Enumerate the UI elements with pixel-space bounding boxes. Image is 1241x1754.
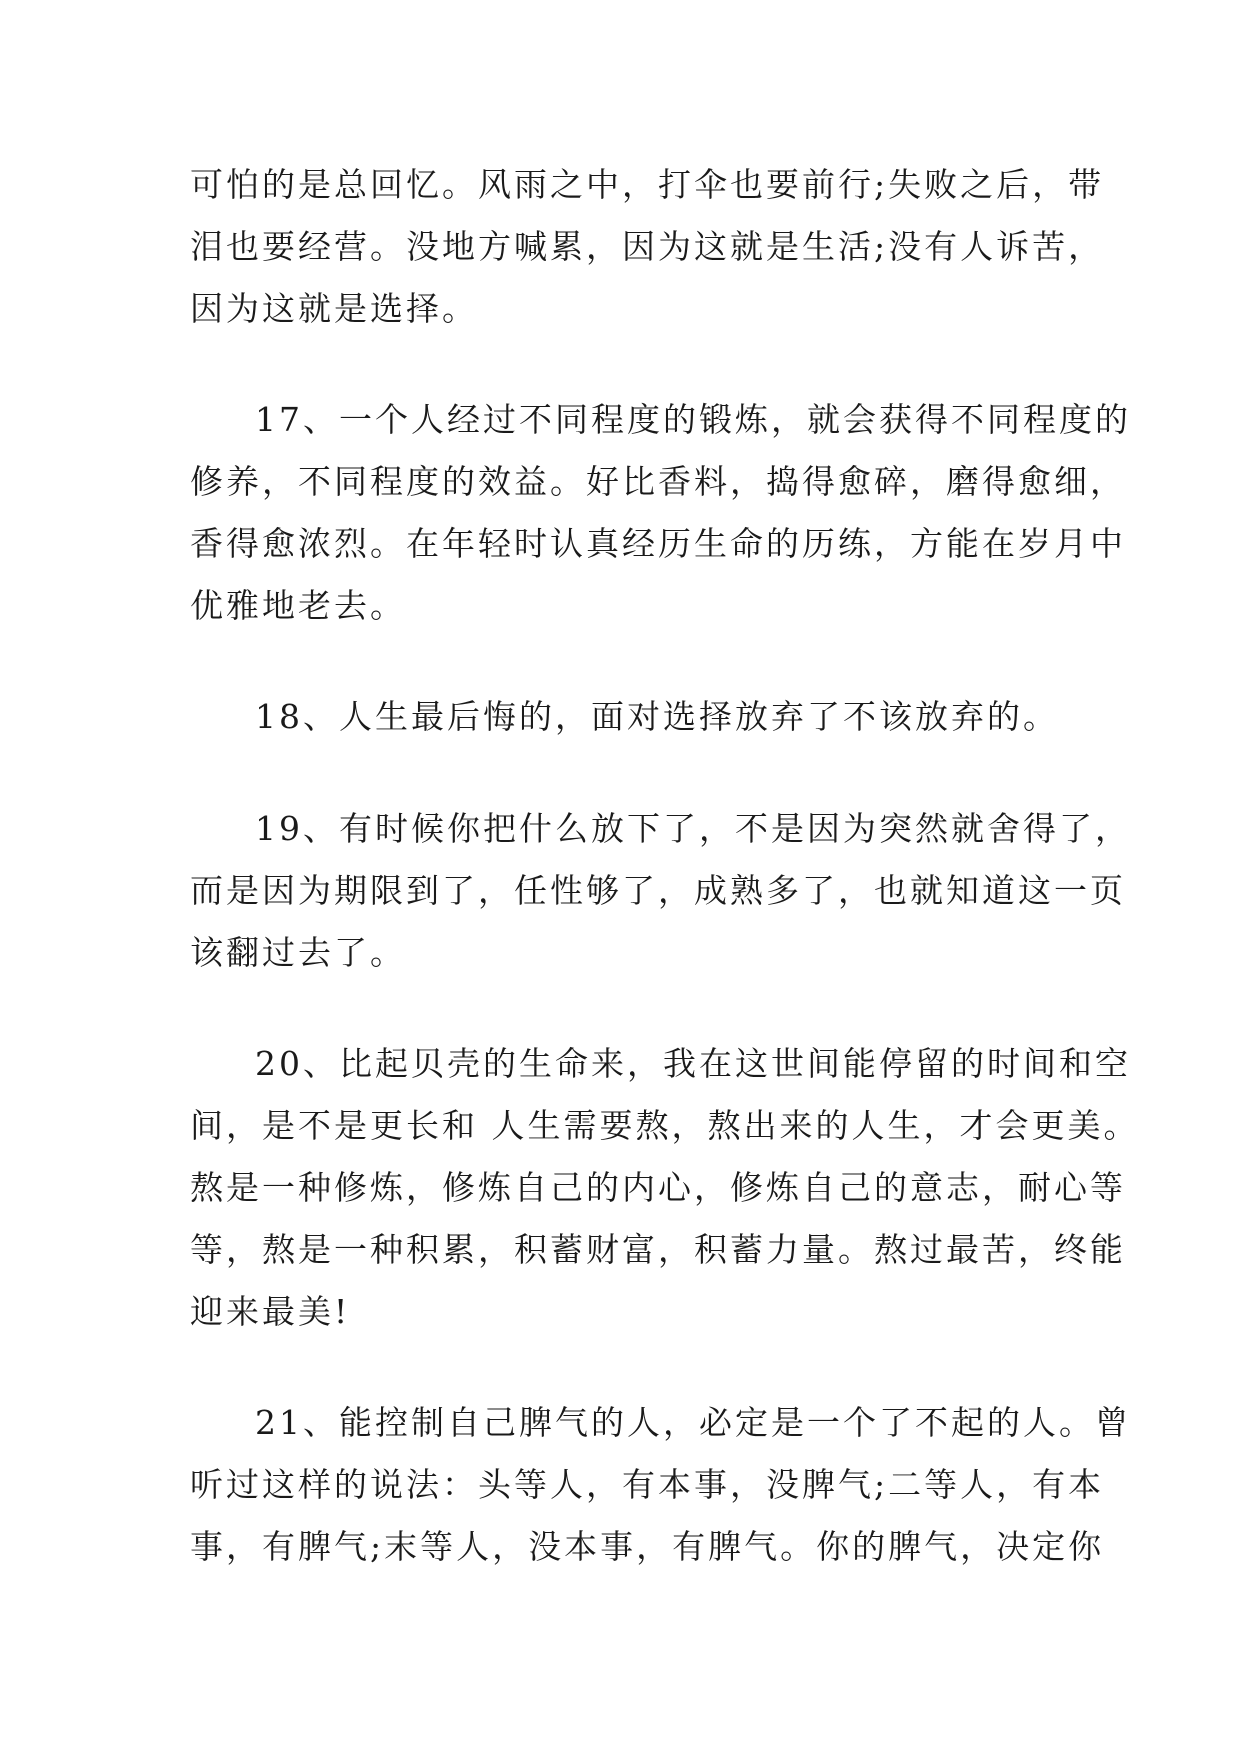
paragraph-line: 18、人生最后悔的，面对选择放弃了不该放弃的。	[255, 697, 1059, 736]
paragraph-line: 20、比起贝壳的生命来，我在这世间能停留的时间和空	[255, 1044, 1131, 1083]
paragraph-line: 听过这样的说法：头等人，有本事，没脾气;二等人，有本	[190, 1465, 1105, 1504]
paragraph-line: 优雅地老去。	[190, 586, 406, 625]
paragraph-line: 迎来最美!	[190, 1292, 351, 1331]
paragraph-line: 19、有时候你把什么放下了，不是因为突然就舍得了，	[255, 809, 1131, 848]
paragraph-line: 可怕的是总回忆。风雨之中，打伞也要前行;失败之后，带	[190, 165, 1105, 204]
paragraph-line: 等，熬是一种积累，积蓄财富，积蓄力量。熬过最苦，终能	[190, 1230, 1126, 1269]
paragraph-line: 泪也要经营。没地方喊累，因为这就是生活;没有人诉苦，	[190, 227, 1105, 266]
paragraph-line: 修养，不同程度的效益。好比香料，捣得愈碎，磨得愈细，	[190, 462, 1126, 501]
paragraph-line: 17、一个人经过不同程度的锻炼，就会获得不同程度的	[255, 400, 1131, 439]
paragraph-line: 而是因为期限到了，任性够了，成熟多了，也就知道这一页	[190, 871, 1126, 910]
paragraph-line: 该翻过去了。	[190, 933, 406, 972]
paragraph-line: 因为这就是选择。	[190, 289, 478, 328]
paragraph-line: 间，是不是更长和 人生需要熬，熬出来的人生，才会更美。	[190, 1106, 1140, 1145]
paragraph-line: 香得愈浓烈。在年轻时认真经历生命的历练，方能在岁月中	[190, 524, 1126, 563]
paragraph-line: 事，有脾气;末等人，没本事，有脾气。你的脾气，决定你	[190, 1527, 1105, 1566]
paragraph-line: 熬是一种修炼，修炼自己的内心，修炼自己的意志，耐心等	[190, 1168, 1126, 1207]
paragraph-line: 21、能控制自己脾气的人，必定是一个了不起的人。曾	[255, 1403, 1131, 1442]
